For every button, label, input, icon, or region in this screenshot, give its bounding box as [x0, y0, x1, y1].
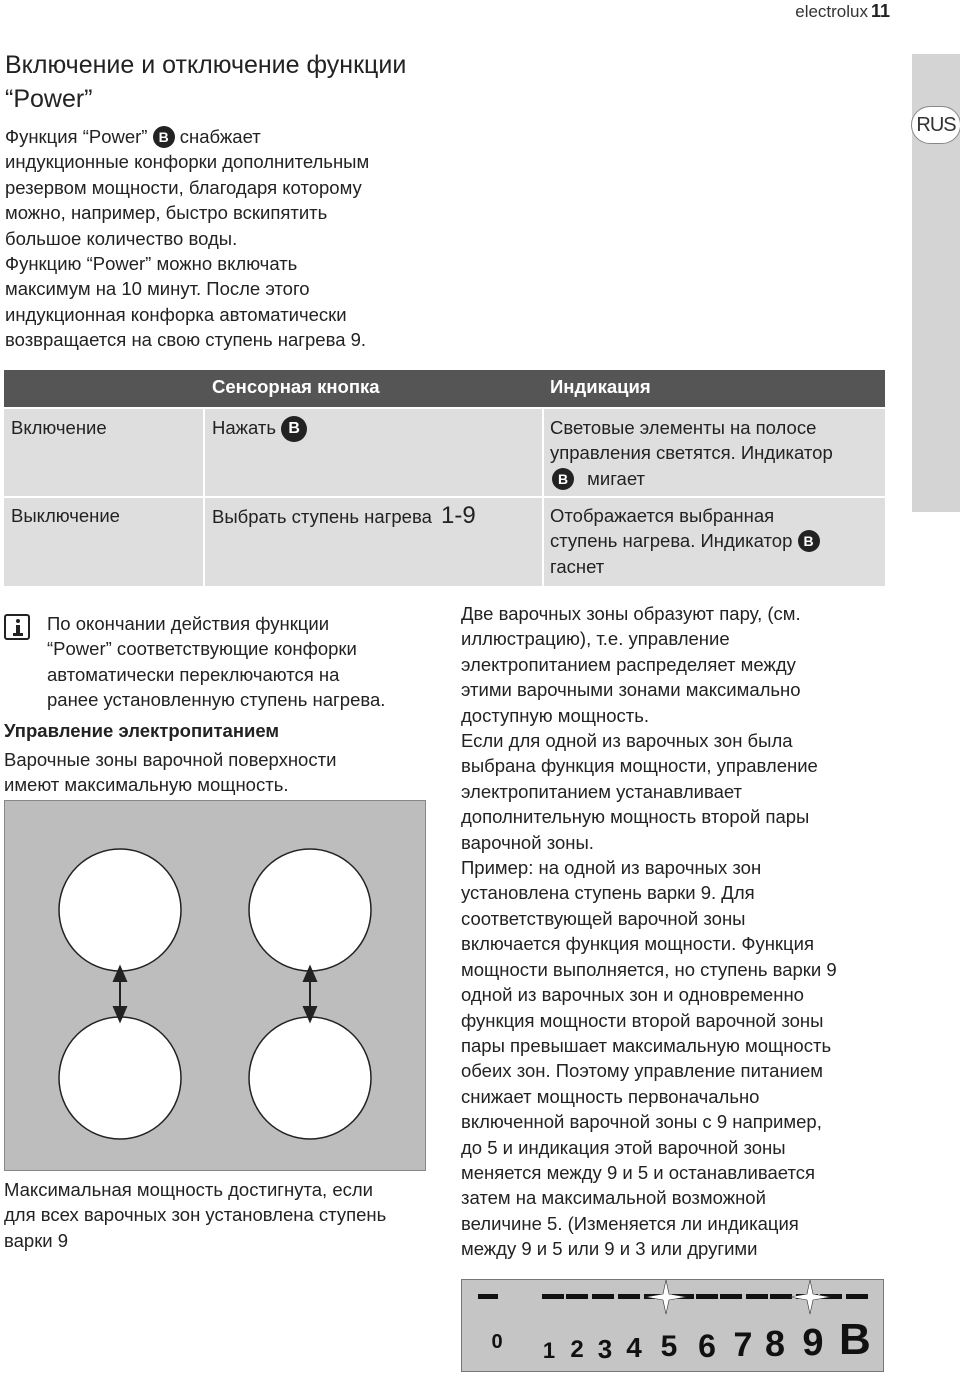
cooking-zone-rear-right [249, 1017, 371, 1139]
right-column-line: включается функция мощности. Функция [461, 933, 814, 955]
section-title: Включение и отключение функции “Power” [5, 51, 407, 113]
right-column-line: доступную мощность. [461, 704, 649, 726]
bar-segment [720, 1294, 742, 1299]
hob-caption: Максимальная мощность достигнута, если для всех варочных зон установлена ступень варки 9 [4, 1179, 387, 1251]
page-number: 11 [870, 1, 890, 21]
bar-segment [478, 1294, 498, 1299]
row-button-select: Выбрать ступень нагрева 1-9 [212, 502, 476, 529]
power-b-icon: B [281, 416, 307, 442]
level-digit: 6 [698, 1328, 716, 1364]
level-digit: 9 [802, 1322, 824, 1364]
bar-segment [696, 1294, 718, 1299]
cooking-zone-front-right [249, 849, 371, 971]
right-column-line: установлена ступень варки 9. Для [461, 882, 755, 904]
table-header-row [4, 370, 885, 407]
right-column-text [461, 601, 901, 1262]
level-digit: 2 [570, 1336, 584, 1363]
power-management-heading: Управление электропитанием [4, 720, 280, 741]
info-note: По окончании действия функции “Power” соответствующие конфорки автоматически переключаются на ранее установленную ступень нагрева. [47, 613, 386, 711]
table-header-button: Сенсорная кнопка [212, 376, 380, 397]
right-column-line: иллюстрацию), т.е. управление [461, 628, 730, 650]
cooking-zone-front-left [59, 849, 181, 971]
right-column-line: включенной варочной зоны с 9 например, [461, 1111, 822, 1133]
intro-line: Функцию “Power” можно включать [5, 253, 298, 275]
bar-segment [566, 1294, 588, 1299]
level-digit: B [839, 1315, 871, 1364]
row-action-off: Выключение [11, 505, 120, 526]
right-column-line: обеих зон. Поэтому управление питанием [461, 1060, 824, 1082]
intro-line: можно, например, быстро вскипятить [5, 202, 328, 224]
right-column-line: меняется между 9 и 5 и останавливается [461, 1161, 816, 1183]
table-header-indication: Индикация [550, 376, 651, 397]
hob-illustration [4, 800, 426, 1171]
right-column-line: снижает мощность первоначально [461, 1085, 760, 1107]
power-function-table [4, 370, 885, 586]
intro-line: индукционные конфорки дополнительным [5, 151, 370, 173]
power-b-icon: B [798, 530, 820, 552]
language-badge: RUS [911, 106, 960, 144]
pair-arrow-right [304, 967, 316, 1021]
right-column-line: одной из варочных зон и одновременно [461, 984, 804, 1006]
level-digit: 8 [764, 1323, 786, 1364]
right-column-line: Пример: на одной из варочных зон [461, 857, 762, 879]
level-digit: 3 [597, 1334, 613, 1364]
bar-segment [592, 1294, 614, 1299]
row-indication-off: Отображается выбранная ступень нагрева. Индикатор B гаснет [550, 503, 820, 579]
intro-paragraph [5, 124, 445, 353]
intro-line: Функция “Power” B снабжает [5, 126, 261, 147]
intro-line: индукционная конфорка автоматически [5, 303, 347, 325]
right-column-line: Две варочных зоны образуют пару, (см. [461, 603, 801, 624]
level-digit: 4 [626, 1332, 642, 1363]
right-column-line: затем на максимальной возможной [461, 1187, 766, 1209]
cooking-zone-rear-left [59, 1017, 181, 1139]
right-column-line: электропитанием устанавливает [461, 780, 743, 802]
lit-segment-star-icon [790, 1280, 830, 1316]
level-digit: 0 [491, 1331, 503, 1353]
control-panel-illustration [461, 1279, 884, 1372]
bar-segment [618, 1294, 640, 1299]
right-column-line: этими варочными зонами максимально [461, 679, 801, 701]
intro-line: возвращается на свою ступень нагрева 9. [5, 329, 367, 351]
bar-segment [770, 1294, 792, 1299]
lit-segment-star-icon [646, 1280, 686, 1316]
right-column-line: величине 5. (Изменяется ли индикация [461, 1212, 799, 1234]
right-column-line: Если для одной из варочных зон была [461, 730, 793, 752]
intro-line: большое количество воды. [5, 227, 238, 249]
right-column-line: мощности выполняется, но ступень варки 9 [461, 958, 837, 980]
pair-arrow-left [114, 967, 126, 1021]
bar-segment [746, 1294, 768, 1299]
right-column-line: соответствующей варочной зоны [461, 907, 746, 929]
right-column-line: дополнительную мощность второй пары [461, 806, 810, 828]
hob-svg [5, 801, 425, 1170]
level-digit: 1 [542, 1338, 556, 1363]
bar-segment [846, 1294, 868, 1299]
right-column-line: функция мощности второй варочной зоны [461, 1009, 824, 1031]
right-column-line: варочной зоны. [461, 831, 594, 853]
heat-range: 1-9 [441, 502, 476, 529]
power-b-icon: B [153, 126, 175, 148]
info-icon [4, 614, 30, 640]
intro-line: максимум на 10 минут. После этого [5, 278, 310, 300]
level-digit: 7 [733, 1326, 753, 1364]
right-column-line: до 5 и индикация этой варочной зоны [461, 1136, 786, 1158]
right-column-line: между 9 и 5 или 9 и 3 или другими [461, 1238, 758, 1260]
intro-line: резервом мощности, благодаря которому [5, 176, 362, 198]
row-indication-on: Световые элементы на полосе управления светятся. Индикатор B мигает [550, 417, 833, 489]
right-column-line: выбрана функция мощности, управление [461, 755, 818, 777]
row-action-on: Включение [11, 417, 107, 438]
power-management-text: Варочные зоны варочной поверхности имеют максимальную мощность. [4, 749, 337, 796]
power-b-icon: B [552, 468, 574, 490]
right-column-line: электропитанием распределяет между [461, 653, 796, 675]
level-digit: 5 [660, 1330, 678, 1363]
right-column-line: пары превышает максимальную мощность [461, 1034, 832, 1056]
header-brand: electrolux [795, 2, 868, 21]
row-button-press: Нажать B [212, 415, 307, 442]
bar-segment [542, 1294, 564, 1299]
